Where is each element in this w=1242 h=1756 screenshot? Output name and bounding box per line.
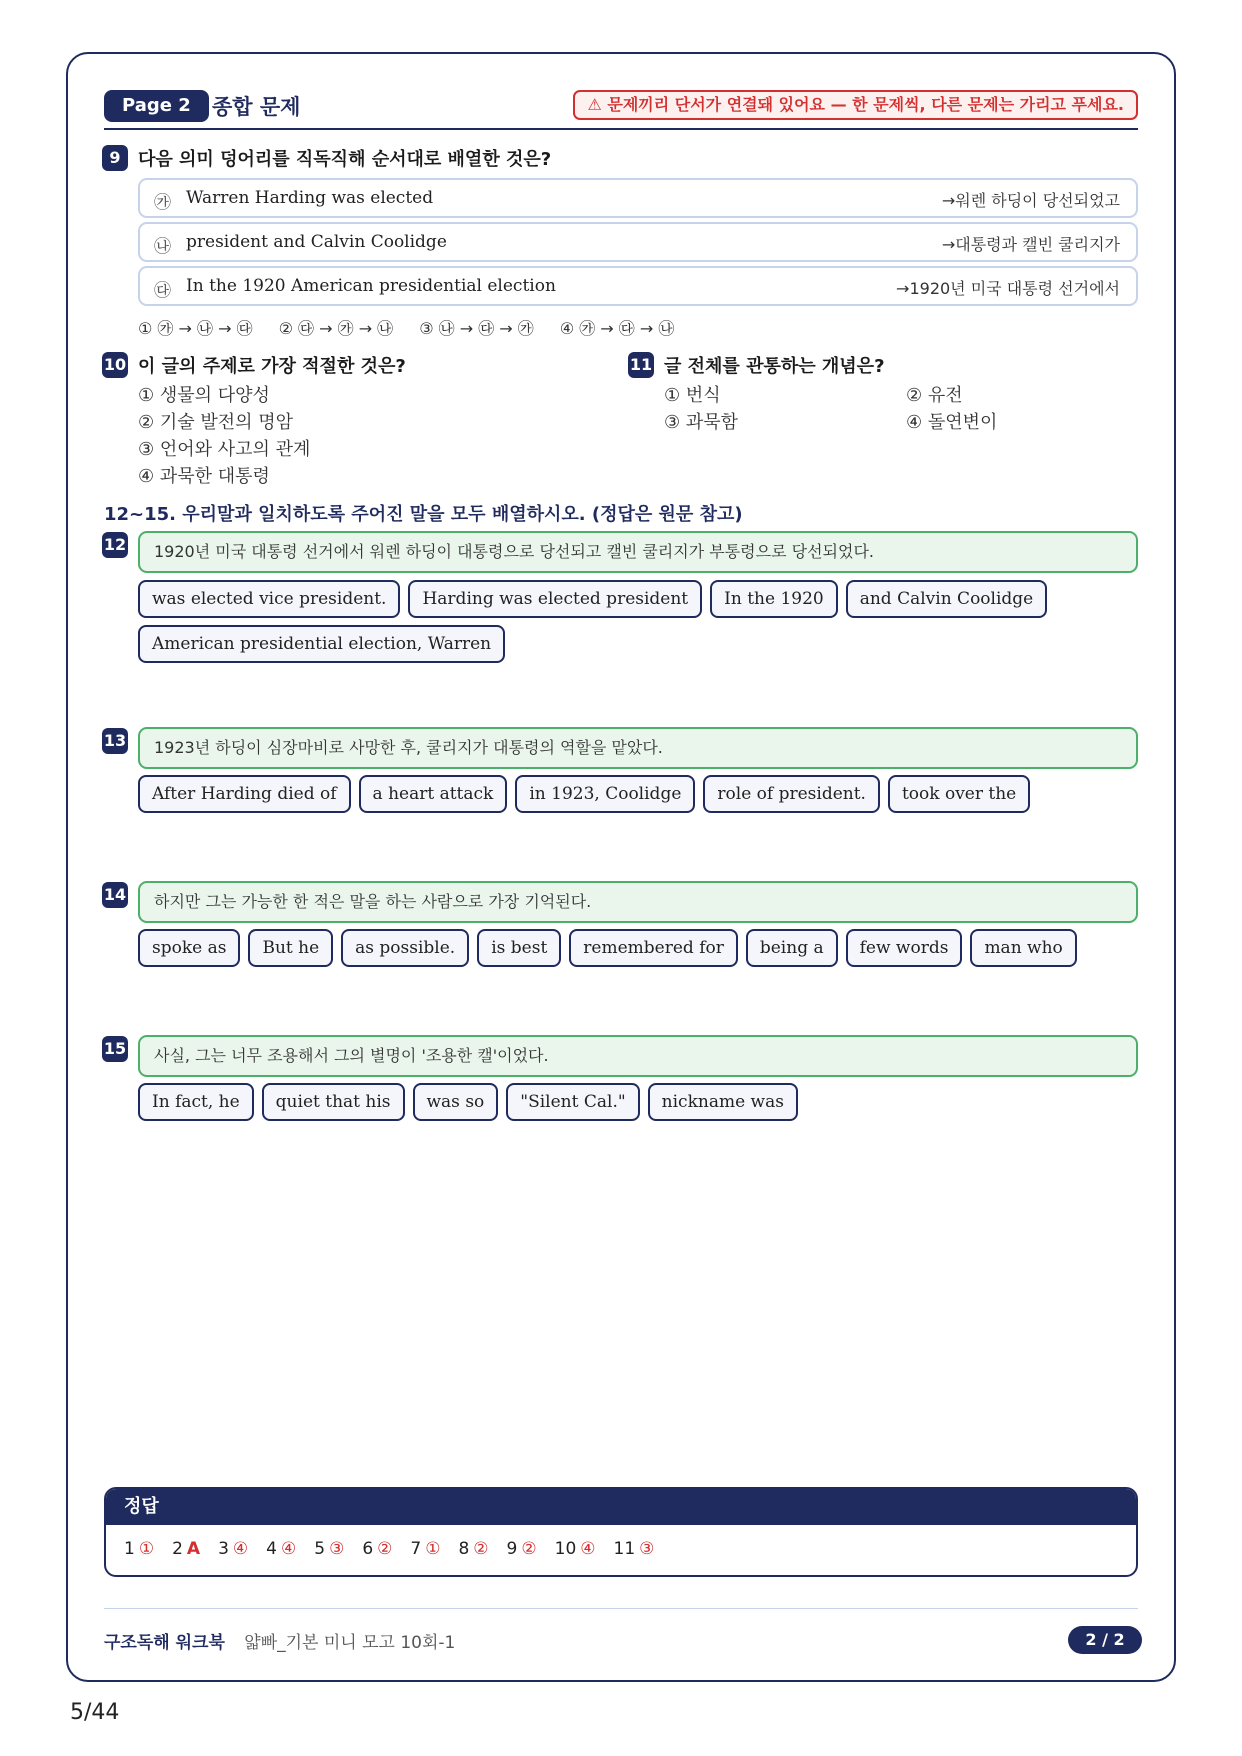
- instruction-text: 12~15. 우리말과 일치하도록 주어진 말을 모두 배열하시오. (정답은 원문 참고): [104, 504, 743, 525]
- page-label: Page 2: [104, 90, 209, 122]
- korean-sentence: 1923년 하딩이 심장마비로 사망한 후, 쿨리지가 대통령의 역할을 맡았다.: [138, 727, 1138, 769]
- answer-key: [104, 1487, 1138, 1577]
- chunk-da: [138, 266, 1138, 306]
- option-3[interactable]: ③ ㉯ → ㉰ → ㉮: [419, 319, 534, 338]
- korean-sentence: 하지만 그는 가능한 한 적은 말을 하는 사람으로 가장 기억된다.: [138, 881, 1138, 923]
- word-tile[interactable]: role of president.: [703, 775, 880, 813]
- page-header: [104, 90, 1138, 130]
- word-tile[interactable]: few words: [846, 929, 963, 967]
- word-tile[interactable]: in 1923, Coolidge: [515, 775, 695, 813]
- chunk-korean: →워렌 하딩이 당선되었고: [941, 191, 1120, 210]
- answer-item: 9 ②: [506, 1539, 537, 1559]
- question-11-heading: [628, 352, 885, 378]
- option-4[interactable]: ④ 과묵한 대통령: [138, 466, 270, 487]
- word-tile[interactable]: was so: [413, 1083, 499, 1121]
- word-tile[interactable]: In the 1920: [710, 580, 838, 618]
- answer-item: 6 ②: [362, 1539, 393, 1559]
- answer-item: 1 ①: [124, 1539, 155, 1559]
- question-text: 글 전체를 관통하는 개념은?: [664, 356, 885, 377]
- word-tile[interactable]: was elected vice president.: [138, 580, 400, 618]
- question-10-heading: [102, 352, 406, 378]
- option-2[interactable]: ② ㉰ → ㉮ → ㉯: [278, 319, 394, 338]
- question-number: 13: [102, 728, 128, 754]
- word-tile[interactable]: After Harding died of: [138, 775, 351, 813]
- question-number: 15: [102, 1036, 128, 1062]
- word-tile[interactable]: remembered for: [569, 929, 738, 967]
- word-tile[interactable]: But he: [248, 929, 333, 967]
- korean-sentence: 사실, 그는 너무 조용해서 그의 별명이 '조용한 캘'이었다.: [138, 1035, 1138, 1077]
- answer-item: 11 ③: [613, 1539, 655, 1559]
- chunk-korean: →대통령과 캘빈 쿨리지가: [941, 235, 1120, 254]
- answer-item: 7 ①: [410, 1539, 441, 1559]
- word-bank-15: [138, 1083, 1138, 1121]
- question-number: 14: [102, 882, 128, 908]
- option-2[interactable]: ② 유전: [906, 385, 963, 406]
- footer-brand: 구조독해 워크북: [104, 1633, 225, 1653]
- question-number: 9: [102, 145, 128, 171]
- word-tile[interactable]: being a: [746, 929, 838, 967]
- question-11-options-left: [664, 382, 738, 436]
- word-tile[interactable]: "Silent Cal.": [506, 1083, 639, 1121]
- korean-sentence: 1920년 미국 대통령 선거에서 워렌 하딩이 대통령으로 당선되고 캘빈 쿨리지가 부통령으로 당선되었다.: [138, 531, 1138, 573]
- answer-item: 8 ②: [458, 1539, 489, 1559]
- question-text: 이 글의 주제로 가장 적절한 것은?: [138, 356, 406, 377]
- option-4[interactable]: ④ ㉮ → ㉰ → ㉯: [559, 319, 675, 338]
- question-number: 10: [102, 352, 128, 378]
- option-1[interactable]: ① ㉮ → ㉯ → ㉰: [138, 319, 253, 338]
- word-tile[interactable]: man who: [970, 929, 1076, 967]
- word-bank-14: [138, 929, 1138, 967]
- sheet-number: 5/44: [70, 1700, 120, 1725]
- question-9-heading: [102, 145, 551, 171]
- answer-item: 4 ④: [266, 1539, 297, 1559]
- option-3[interactable]: ③ 언어와 사고의 관계: [138, 439, 311, 460]
- question-number: 12: [102, 532, 128, 558]
- word-tile[interactable]: a heart attack: [359, 775, 508, 813]
- word-tile[interactable]: took over the: [888, 775, 1030, 813]
- warning-banner: ⚠ 문제끼리 단서가 연결돼 있어요 — 한 문제씩, 다른 문제는 가리고 푸세요.: [573, 90, 1138, 120]
- chunk-na: [138, 222, 1138, 262]
- question-number: 11: [628, 352, 654, 378]
- word-tile[interactable]: spoke as: [138, 929, 240, 967]
- word-tile[interactable]: nickname was: [648, 1083, 798, 1121]
- chunk-mark: ㉮: [154, 193, 171, 213]
- footer: [104, 1628, 455, 1653]
- question-10-options: [138, 382, 310, 490]
- word-tile[interactable]: as possible.: [341, 929, 469, 967]
- chunk-english: president and Calvin Coolidge: [186, 232, 447, 252]
- word-tile[interactable]: and Calvin Coolidge: [846, 580, 1048, 618]
- chunk-mark: ㉰: [154, 281, 171, 301]
- word-tile[interactable]: American presidential election, Warren: [138, 625, 505, 663]
- option-3[interactable]: ③ 과묵함: [664, 412, 739, 433]
- option-1[interactable]: ① 번식: [664, 385, 721, 406]
- word-bank-12: [138, 580, 1138, 663]
- word-tile[interactable]: quiet that his: [262, 1083, 405, 1121]
- answer-item: 2 A: [172, 1539, 201, 1559]
- word-tile[interactable]: Harding was elected president: [408, 580, 702, 618]
- footer-divider: [104, 1608, 1138, 1609]
- word-tile[interactable]: is best: [477, 929, 561, 967]
- answer-item: 5 ③: [314, 1539, 345, 1559]
- footer-source: 얇빠_기본 미니 모고 10회-1: [244, 1633, 456, 1653]
- option-1[interactable]: ① 생물의 다양성: [138, 385, 270, 406]
- answer-item: 10 ④: [554, 1539, 596, 1559]
- page-counter: 2 / 2: [1068, 1626, 1142, 1654]
- option-2[interactable]: ② 기술 발전의 명암: [138, 412, 294, 433]
- word-bank-13: [138, 775, 1138, 813]
- answer-key-title: 정답: [106, 1489, 1136, 1525]
- option-4[interactable]: ④ 돌연변이: [906, 412, 998, 433]
- chunk-mark: ㉯: [154, 237, 171, 257]
- answer-item: 3 ④: [218, 1539, 249, 1559]
- section-title: 종합 문제: [212, 95, 301, 119]
- question-11-options-right: [906, 382, 997, 436]
- chunk-ga: [138, 178, 1138, 218]
- word-tile[interactable]: In fact, he: [138, 1083, 254, 1121]
- answer-list: [106, 1525, 1136, 1559]
- chunk-english: In the 1920 American presidential election: [186, 276, 556, 296]
- chunk-english: Warren Harding was elected: [186, 188, 434, 208]
- question-text: 다음 의미 덩어리를 직독직해 순서대로 배열한 것은?: [138, 149, 552, 170]
- question-9-options: [138, 316, 674, 339]
- chunk-korean: →1920년 미국 대통령 선거에서: [896, 279, 1120, 298]
